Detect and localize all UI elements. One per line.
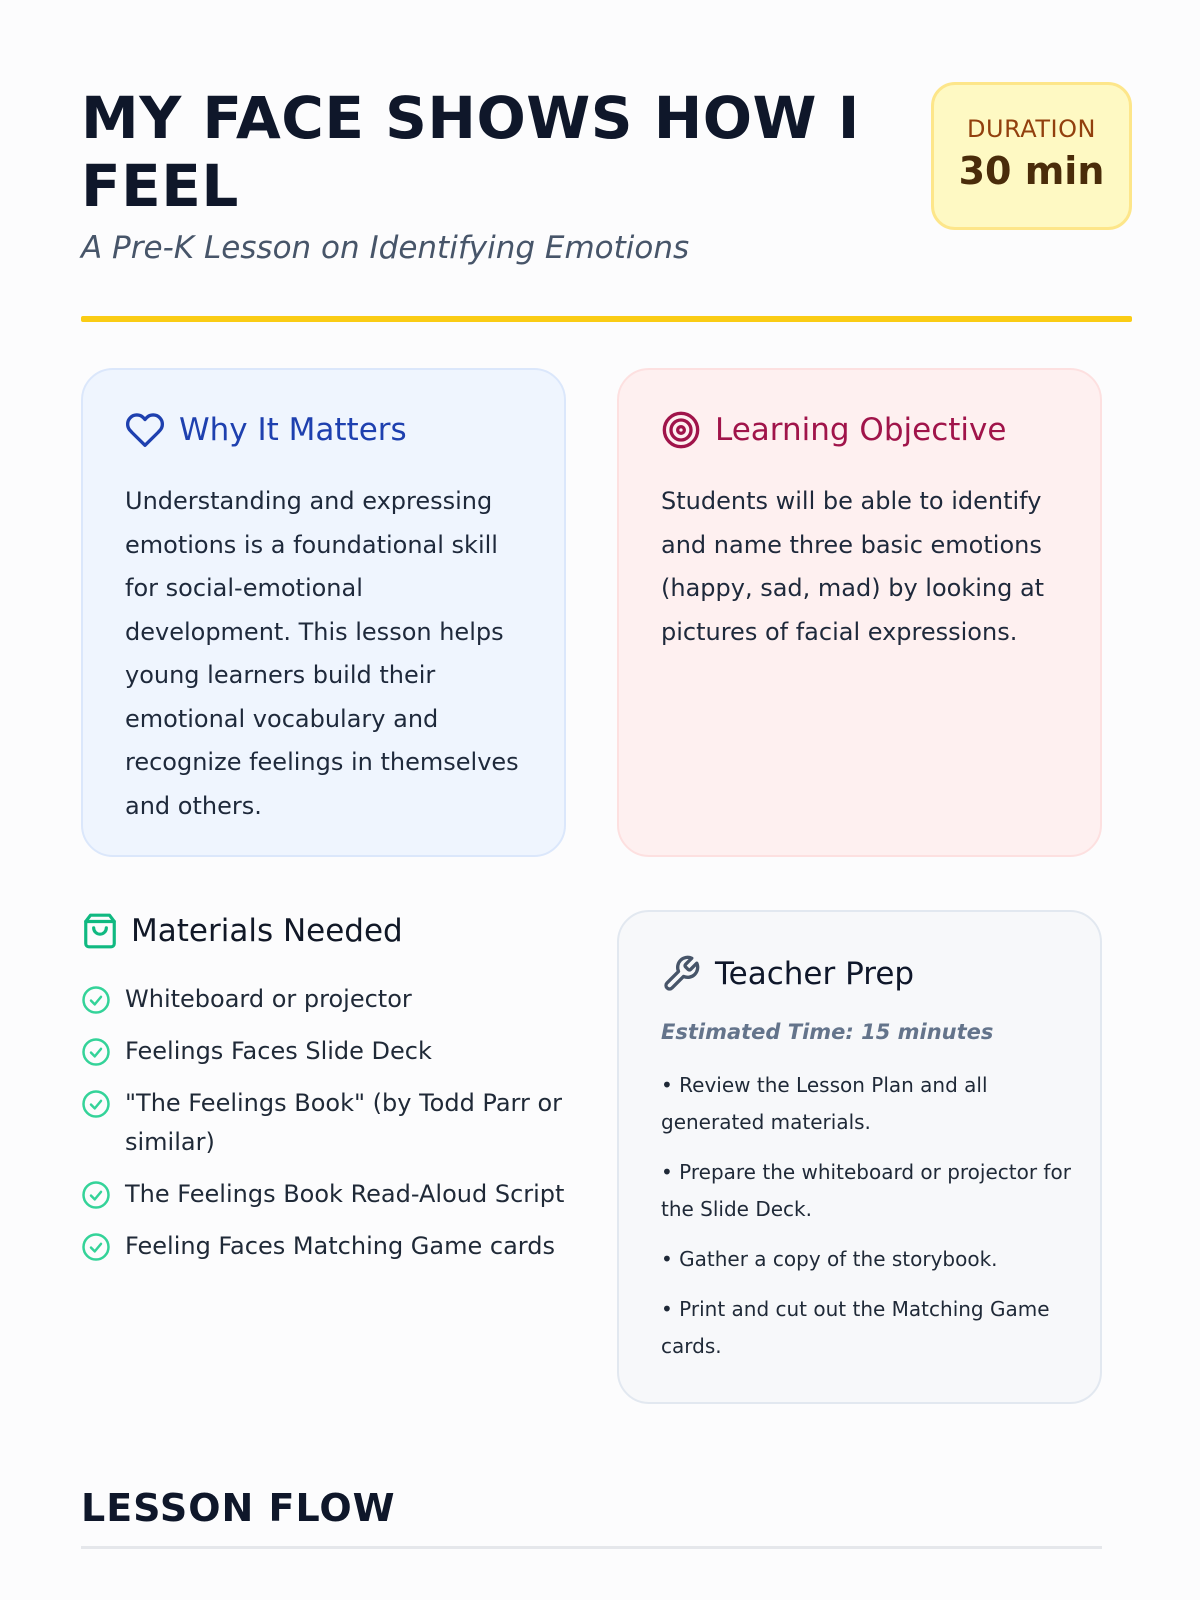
- check-circle-icon: [81, 1037, 111, 1067]
- heart-icon: [125, 410, 165, 450]
- shopping-bag-icon: [81, 912, 119, 950]
- target-icon: [661, 410, 701, 450]
- duration-value: 30 min: [958, 149, 1105, 193]
- material-item: [81, 980, 581, 1019]
- materials-title: Materials Needed: [131, 913, 403, 949]
- material-item: [81, 1032, 581, 1071]
- prep-item: • Review the Lesson Plan and all generated materials.: [661, 1073, 988, 1134]
- lesson-flow-title: LESSON FLOW: [81, 1486, 396, 1530]
- wrench-icon: [661, 954, 701, 994]
- why-it-matters-body: Understanding and expressing emotions is a foundational skill for social-emotional development. This lesson helps young learners build their emotional vocabulary and recognize feelings in themselves and others.: [125, 487, 519, 820]
- check-circle-icon: [81, 1089, 111, 1119]
- lesson-flow-divider: [81, 1546, 1102, 1549]
- check-circle-icon: [81, 985, 111, 1015]
- material-item-label: Feeling Faces Matching Game cards: [125, 1232, 555, 1260]
- materials-list: [81, 980, 581, 1266]
- check-circle-icon: [81, 1232, 111, 1262]
- material-item-label: The Feelings Book Read-Aloud Script: [125, 1180, 565, 1208]
- material-item: [81, 1084, 581, 1162]
- learning-objective-card: [617, 368, 1102, 857]
- why-it-matters-card: [81, 368, 566, 857]
- teacher-prep-time: Estimated Time: 15 minutes: [661, 1020, 994, 1044]
- material-item: [81, 1227, 581, 1266]
- material-item: [81, 1175, 581, 1214]
- materials-header: [81, 912, 581, 950]
- teacher-prep-header: [661, 954, 914, 994]
- material-item-label: Whiteboard or projector: [125, 985, 412, 1013]
- lesson-page: [81, 0, 1132, 1600]
- teacher-prep-list: [661, 1067, 1071, 1378]
- why-it-matters-title: Why It Matters: [179, 412, 407, 448]
- material-item-label: Feelings Faces Slide Deck: [125, 1037, 432, 1065]
- teacher-prep-title: Teacher Prep: [715, 956, 915, 992]
- lesson-subtitle: A Pre-K Lesson on Identifying Emotions: [81, 230, 690, 266]
- learning-objective-header: [661, 410, 1006, 450]
- lesson-title: MY FACE SHOWS HOW I FEEL: [81, 84, 860, 220]
- header-divider: [81, 316, 1132, 322]
- duration-label: DURATION: [967, 115, 1096, 143]
- check-circle-icon: [81, 1180, 111, 1210]
- prep-item: • Prepare the whiteboard or projector for the Slide Deck.: [661, 1160, 1071, 1221]
- prep-item: • Gather a copy of the storybook.: [661, 1247, 998, 1271]
- material-item-label: "The Feelings Book" (by Todd Parr or similar): [125, 1089, 563, 1156]
- teacher-prep-card: [617, 910, 1102, 1404]
- why-it-matters-header: [125, 410, 407, 450]
- learning-objective-title: Learning Objective: [715, 412, 1007, 448]
- materials-section: [81, 912, 581, 1279]
- learning-objective-body: Students will be able to identify and name three basic emotions (happy, sad, mad) by looking at pictures of facial expressions.: [661, 487, 1045, 646]
- prep-item: • Print and cut out the Matching Game cards.: [661, 1297, 1050, 1358]
- duration-badge: [931, 82, 1132, 230]
